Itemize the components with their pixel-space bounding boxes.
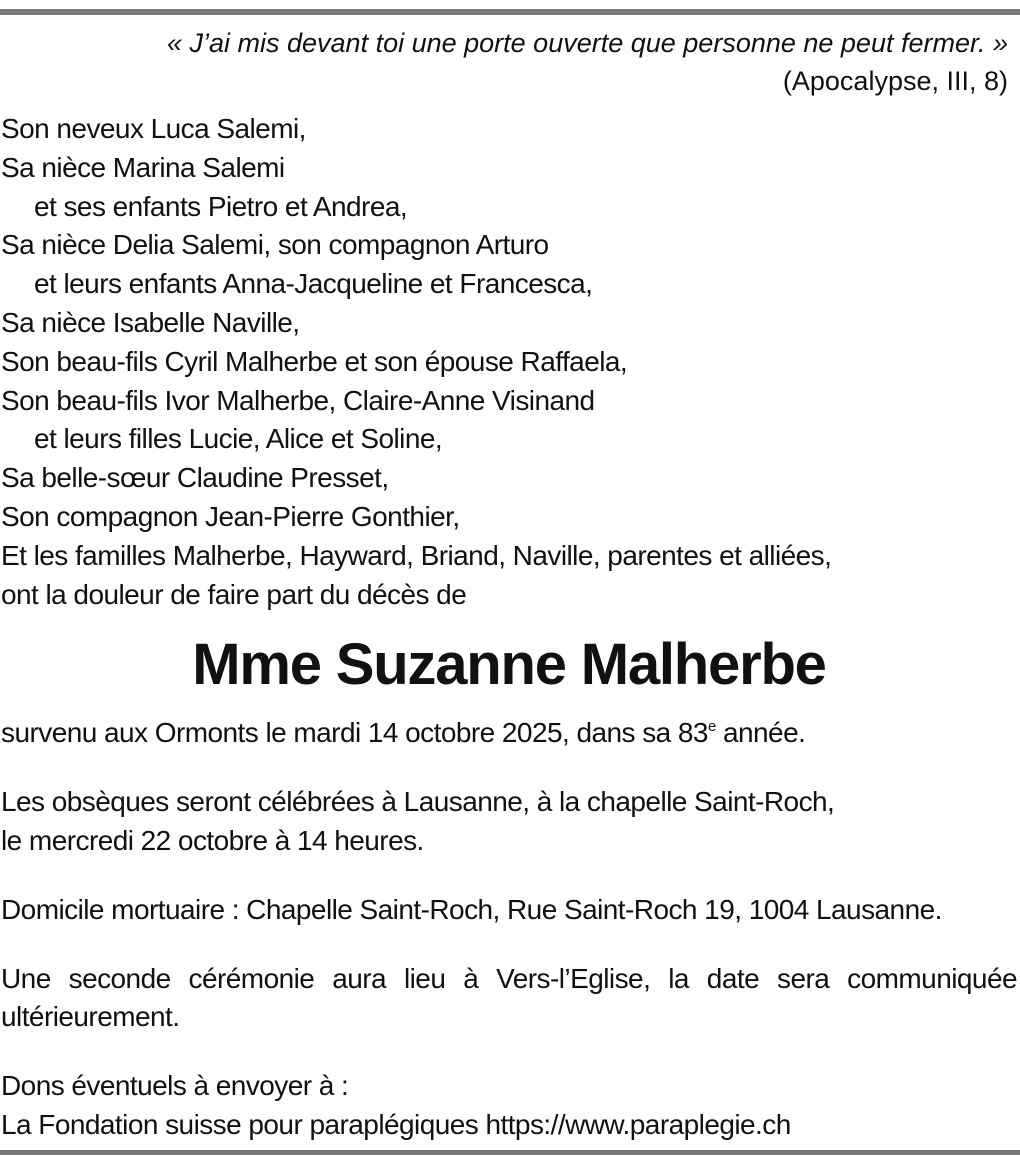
donations-info: [1, 1067, 1017, 1145]
death-notice-end: année.: [715, 717, 806, 749]
family-line: ont la douleur de faire part du décès de: [1, 578, 467, 610]
family-line: Sa nièce Delia Salemi, son compagnon Arturo: [1, 229, 549, 261]
funeral-line-2: le mercredi 22 octobre à 14 heures.: [1, 824, 424, 856]
top-rule: [0, 9, 1020, 15]
family-line: Son neveux Luca Salemi,: [1, 113, 306, 144]
funeral-info: [1, 783, 1017, 861]
family-list: [1, 110, 1017, 614]
ordinal-superscript: e: [707, 718, 716, 736]
family-line: Et les familles Malherbe, Hayward, Briand, Naville, parentes et alliées,: [1, 539, 832, 571]
death-notice-text: survenu aux Ormonts le mardi 14 octobre 2025, dans sa 83: [1, 717, 708, 749]
family-line: et leurs enfants Anna-Jacqueline et Francesca,: [34, 268, 593, 300]
obituary-notice: [1, 24, 1017, 1145]
death-notice: [1, 714, 1017, 753]
epigraph-quote: « J’ai mis devant toi une porte ouverte que personne ne peut fermer. »: [166, 28, 1008, 58]
family-line: Son beau-fils Ivor Malherbe, Claire-Anne Visinand: [1, 384, 595, 416]
donations-line-1: Dons éventuels à envoyer à :: [1, 1070, 349, 1102]
donations-line-2: La Fondation suisse pour paraplégiques https://www.paraplegie.ch: [1, 1108, 791, 1140]
epigraph-reference: (Apocalypse, III, 8): [782, 66, 1008, 96]
family-line: et leurs filles Lucie, Alice et Soline,: [34, 423, 443, 455]
deceased-name: Mme Suzanne Malherbe: [192, 632, 826, 698]
family-line: et ses enfants Pietro et Andrea,: [34, 190, 408, 222]
funeral-line-1: Les obsèques seront célébrées à Lausanne, à la chapelle Saint-Roch,: [1, 786, 835, 818]
second-ceremony-info: Une seconde cérémonie aura lieu à Vers-l’Eglise, la date sera communiquée ultérieurement.: [1, 962, 1017, 1033]
family-line: Son beau-fils Cyril Malherbe et son épouse Raffaela,: [1, 345, 628, 377]
epigraph: [1, 24, 1017, 100]
family-line: Sa nièce Marina Salemi: [1, 151, 285, 183]
family-line: Sa nièce Isabelle Naville,: [1, 306, 300, 338]
bottom-rule: [0, 1150, 1020, 1155]
family-line: Son compagnon Jean-Pierre Gonthier,: [1, 500, 460, 532]
family-line: Sa belle-sœur Claudine Presset,: [1, 462, 389, 494]
domicile-info: Domicile mortuaire : Chapelle Saint-Roch, Rue Saint-Roch 19, 1004 Lausanne.: [1, 893, 942, 925]
